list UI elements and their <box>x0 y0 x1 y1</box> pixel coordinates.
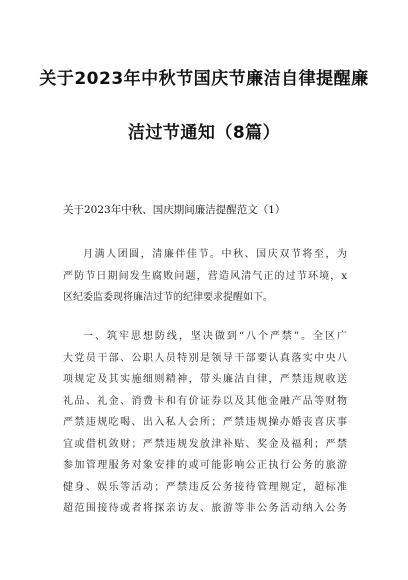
paragraph-line: 礼品、礼金、消费卡和有价证券以及其他金融产品等财物 <box>63 395 347 407</box>
paragraph-rule-one <box>63 326 347 520</box>
paragraph-line: 健身、娱乐等活动；严禁违反公务接待管理规定，超标准 <box>63 481 347 493</box>
document-title-line-2: 洁过节通知（8篇） <box>127 123 281 143</box>
paragraph-line: 严防节日期间发生腐败问题，营造风清气正的过节环境，x <box>63 270 347 282</box>
paragraph-line: 大党员干部、公职人员特别是领导干部要认真落实中央八 <box>63 352 347 364</box>
paragraph-line: 月满人团圆，清廉伴佳节。中秋、国庆双节将至，为 <box>83 249 347 260</box>
document-title-line-1: 关于2023年中秋节国庆节廉洁自律提醒廉 <box>39 69 369 89</box>
paragraph-line: 项规定及其实施细则精神，带头廉洁自律，严禁违规收送 <box>63 374 347 385</box>
section-heading: 关于2023年中秋、国庆期间廉洁提醒范文（1） <box>63 204 286 216</box>
paragraph-line: 参加管理服务对象安排的或可能影响公正执行公务的旅游 <box>63 460 347 471</box>
paragraph-line: 区纪委监委现将廉洁过节的纪律要求提醒如下。 <box>63 292 273 303</box>
paragraph-line: 严禁违规吃喝、出入私人会所；严禁违规操办婚丧喜庆事 <box>63 417 347 428</box>
paragraph-line: 一、筑牢思想防线，坚决做到“八个严禁”。全区广 <box>83 331 347 342</box>
paragraph-intro <box>63 244 347 309</box>
paragraph-line: 宜或借机敛财；严禁违规发放津补贴、奖金及福利；严禁 <box>63 438 347 450</box>
paragraph-line: 超范围接待或者将探亲访友、旅游等非公务活动纳入公务 <box>63 503 347 514</box>
